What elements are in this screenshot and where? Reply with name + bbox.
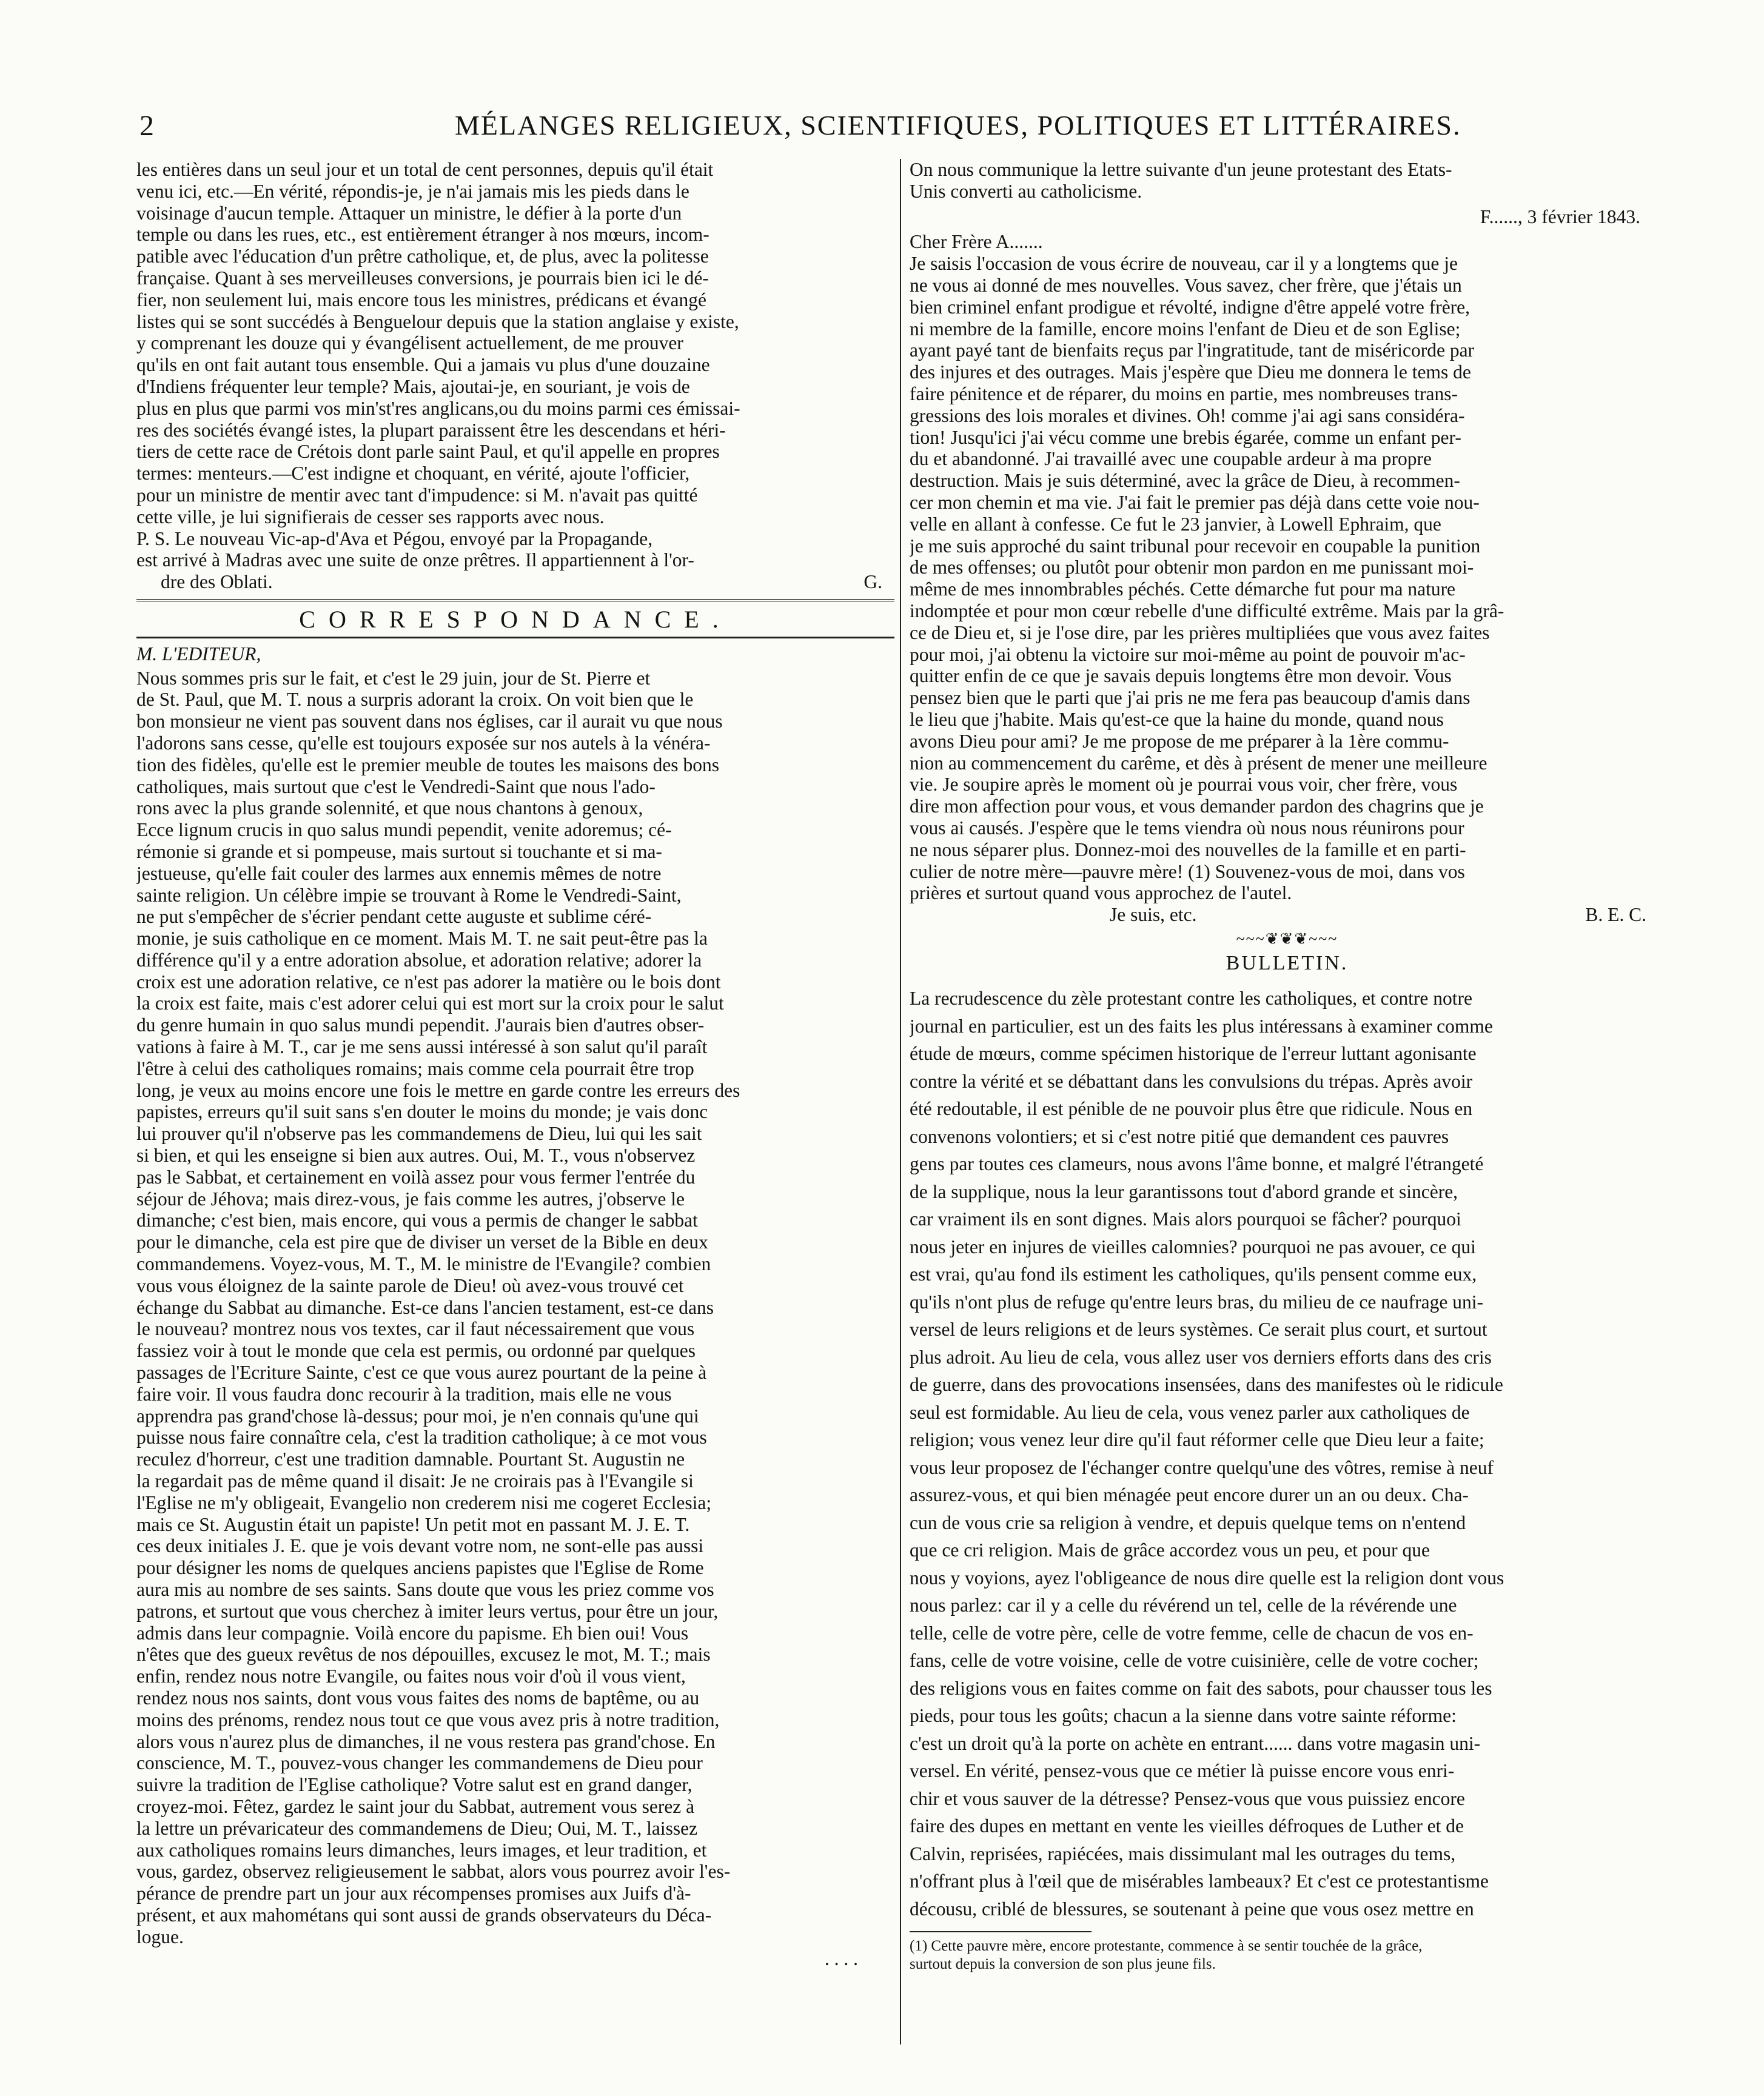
text-line: si bien, et qui les enseigne si bien aux autres. Oui, M. T., vous n'observez	[136, 1145, 696, 1167]
text-line: culier de notre mère—pauvre mère! (1) Souvenez-vous de moi, dans vos	[910, 860, 1465, 882]
text-line: étude de mœurs, comme spécimen historique de l'erreur luttant agonisante	[910, 1043, 1477, 1065]
text-line: qu'ils n'ont plus de refuge qu'entre leurs bras, du milieu de ce naufrage uni-	[910, 1291, 1483, 1313]
article-signature: G.	[864, 571, 882, 593]
text-line: séjour de Jéhova; mais direz-vous, je fais comme les autres, j'observe le	[136, 1188, 685, 1210]
text-line: cer mon chemin et ma vie. J'ai fait le premier pas déjà dans cette voie nou-	[910, 491, 1480, 513]
letter-closing: Je suis, etc.	[1110, 904, 1197, 926]
text-line: mais ce St. Augustin était un papiste! Un petit mot en passant M. J. E. T.	[136, 1513, 690, 1535]
text-line: rons avec la plus grande solennité, et que nous chantons à genoux,	[136, 797, 643, 819]
text-line: bien criminel enfant prodigue et révolté, indigne d'être appelé votre frère,	[910, 296, 1471, 318]
text-line: papistes, erreurs qu'il suit sans s'en douter le moins du monde; je vais donc	[136, 1101, 708, 1123]
text-line: d'Indiens fréquenter leur temple? Mais, ajoutai-je, en souriant, je vois de	[136, 375, 690, 397]
text-line: pensez bien que le parti que j'ai pris ne me fera pas beaucoup d'amis dans	[910, 687, 1471, 709]
letter-closing-line	[910, 904, 1665, 926]
text-line: de guerre, dans des provocations insensées, dans des manifestes où le ridicule	[910, 1374, 1503, 1396]
text-line: y comprenant les douze qui y évangélisent actuellement, de me prouver	[136, 332, 683, 354]
text-line: conscience, M. T., pouvez-vous changer les commandemens de Dieu pour	[136, 1752, 703, 1774]
left-column	[136, 159, 894, 2057]
text-line: le lieu que j'habite. Mais qu'est-ce que la haine du monde, quand nous	[910, 708, 1444, 730]
text-line: tiers de cette race de Crétois dont parle saint Paul, et qu'il appelle en propres	[136, 441, 720, 463]
text-line: nous parlez: car il y a celle du révérend un tel, celle de la révérende une	[910, 1595, 1457, 1616]
text-line: velle en allant à confesse. Ce fut le 23 janvier, à Lowell Ephraim, que	[910, 513, 1441, 535]
text-line: pérance de prendre part un jour aux récompenses promises aux Juifs d'à-	[136, 1883, 691, 1904]
text-line: contre la vérité et se débattant dans les convulsions du trépas. Après avoir	[910, 1070, 1473, 1092]
text-line: destruction. Mais je suis déterminé, avec la grâce de Dieu, à recommen-	[910, 470, 1460, 492]
text-line: croix est une adoration relative, ce n'est pas adorer la matière ou le bois dont	[136, 971, 721, 993]
text-line: alors vous n'aurez plus de dimanches, il ne vous restera pas grand'chose. En	[136, 1730, 716, 1752]
text-line: ces deux initiales J. E. que je vois devant votre nom, ne sont-elle pas aussi	[136, 1535, 704, 1557]
text-line: n'offrant plus à l'œil que de misérables lambeaux? Et c'est ce protestantisme	[910, 1870, 1489, 1892]
text-line: plus adroit. Au lieu de cela, vous allez user vos derniers efforts dans des cris	[910, 1346, 1492, 1368]
text-line: je me suis approché du saint tribunal pour recevoir en coupable la punition	[910, 535, 1481, 557]
text-line: plus en plus que parmi vos min'st'res anglicans,ou du moins parmi ces émissai-	[136, 397, 740, 419]
column-divider	[900, 159, 901, 2044]
text-line: ne vous ai donné de mes nouvelles. Vous savez, cher frère, que j'étais un	[910, 274, 1462, 296]
text-line: vations à faire à M. T., car je me sens aussi intéressé à son salut qu'il paraît	[136, 1036, 708, 1058]
bulletin-title: BULLETIN.	[1226, 951, 1349, 974]
text-line: de mes offenses; ou plutôt pour obtenir mon pardon en me punissant moi-	[910, 557, 1474, 578]
text-line: listes qui se sont succédés à Benguelour depuis que la station anglaise y existe,	[136, 310, 739, 332]
text-line: vie. Je soupire après le moment où je pourrai vous voir, cher frère, vous	[910, 774, 1458, 795]
text-line: l'être à celui des catholiques romains; mais comme cela pourrait être trop	[136, 1057, 694, 1079]
text-line: pour le dimanche, cela est pire que de diviser un verset de la Bible en deux	[136, 1231, 708, 1253]
page-header	[139, 109, 1643, 152]
text-line: même de mes innombrables péchés. Cette démarche fut pour ma nature	[910, 578, 1456, 600]
text-line: long, je veux au moins encore une fois le mettre en garde contre les erreurs des	[136, 1079, 740, 1101]
convert-letter	[910, 253, 1665, 904]
text-line: temple ou dans les rues, etc., est entièrement étranger à nos mœurs, incom-	[136, 224, 709, 246]
text-line: pour un ministre de mentir avec tant d'impudence: si M. n'avait pas quitté	[136, 484, 698, 506]
text-line: fassiez voir à tout le monde que cela est permis, ou ordonné par quelques	[136, 1340, 696, 1362]
text-line: différence qu'il y a entre adoration absolue, et adoration relative; adorer la	[136, 949, 702, 971]
article-end-line	[136, 571, 894, 593]
text-line: sainte religion. Un célèbre impie se trouvant à Rome le Vendredi-Saint,	[136, 884, 682, 906]
text-line: cette ville, je lui signifierais de cesser ses rapports avec nous.	[136, 506, 605, 527]
ornament-divider: ~~~❦❦❦~~~	[1236, 929, 1338, 948]
text-line: qu'ils en ont fait autant tous ensemble. Qui a jamais vu plus d'une douzaine	[136, 354, 710, 376]
text-line: pour moi, j'ai obtenu la victoire sur moi-même au point de pouvoir m'ac-	[910, 643, 1466, 665]
text-line: pas le Sabbat, et certainement en voilà assez pour vous fermer l'entrée du	[136, 1166, 696, 1188]
text-line: du genre humain in quo salus mundi pependit. J'aurais bien d'autres obser-	[136, 1014, 705, 1036]
text-line: catholiques, mais surtout que c'est le Vendredi-Saint que nous l'ado-	[136, 775, 656, 797]
text-line: n'êtes que des gueux revêtus de nos dépouilles, excusez le mot, M. T.; mais	[136, 1644, 711, 1666]
text-line: termes: menteurs.—C'est indigne et choquant, en vérité, ajoute l'officier,	[136, 463, 690, 484]
text-line: convenons volontiers; et si c'est notre pitié que demandent ces pauvres	[910, 1125, 1449, 1147]
text-line: apprendra pas grand'chose là-dessus; pour moi, je n'en connais qu'une qui	[136, 1405, 699, 1427]
text-line: ayant payé tant de bienfaits reçus par l'ingratitude, tant de miséricorde par	[910, 340, 1475, 361]
text-line: commandemens. Voyez-vous, M. T., M. le ministre de l'Evangile? combien	[136, 1253, 711, 1275]
text-line: admis dans leur compagnie. Voilà encore du papisme. Eh bien oui! Vous	[136, 1622, 689, 1644]
text-line: ne put s'empêcher de s'écrier pendant cette auguste et sublime céré-	[136, 906, 652, 928]
text-line: Nous sommes pris sur le fait, et c'est le 29 juin, jour de St. Pierre et	[136, 667, 651, 689]
text-line: échange du Sabbat au dimanche. Est-ce dans l'ancien testament, est-ce dans	[136, 1296, 714, 1318]
text-line: chir et vous sauver de la détresse? Pensez-vous que vous puissiez encore	[910, 1787, 1465, 1809]
text-line: pieds, pour tous les goûts; chacun a la sienne dans votre sainte réforme:	[910, 1705, 1457, 1727]
text-line: bon monsieur ne vient pas souvent dans nos églises, car il aurait vu que nous	[136, 711, 723, 732]
text-line: versel de leurs religions et de leurs systèmes. Ce serait plus court, et surtout	[910, 1319, 1487, 1341]
text-line: suivre la tradition de l'Eglise catholique? Votre salut est en grand danger,	[136, 1774, 693, 1796]
footnote-rule	[910, 1931, 1092, 1932]
text-line: P. S. Le nouveau Vic-ap-d'Ava et Pégou, envoyé par la Propagande,	[136, 527, 653, 549]
text-line: ne nous séparer plus. Donnez-moi des nouvelles de la famille et en parti-	[910, 839, 1466, 860]
text-line: assurez-vous, et qui bien ménagée peut encore durer un an ou deux. Cha-	[910, 1484, 1469, 1506]
text-line: des religions vous en faites comme on fait des sabots, pour chausser tous les	[910, 1677, 1492, 1699]
text-line: religion; vous venez leur dire qu'il faut réformer celle que Dieu leur a faite;	[910, 1429, 1484, 1451]
text-line: pour désigner les noms de quelques anciens papistes que l'Eglise de Rome	[136, 1557, 704, 1579]
text-line: été redoutable, il est pénible de ne pouvoir plus être que ridicule. Nous en	[910, 1098, 1473, 1120]
text-line: est arrivé à Madras avec une suite de onze prêtres. Il appartiennent à l'or-	[136, 549, 694, 571]
text-line: puisse nous faire connaître cela, c'est la tradition catholique; à ce mot vous	[136, 1427, 707, 1448]
correspondance-letter	[136, 668, 894, 1948]
letter-salutation: M. L'EDITEUR,	[136, 643, 261, 665]
text-line: gressions des lois morales et divines. Oh! comme j'ai agi sans considéra-	[910, 404, 1465, 426]
text-line: le nouveau? montrez nous vos textes, car il faut nécessairement que vous	[136, 1318, 695, 1340]
footnote	[910, 1937, 1665, 1974]
text-line: rendez nous nos saints, dont vous vous faites des noms de baptême, ou au	[136, 1687, 700, 1709]
text-line: Je saisis l'occasion de vous écrire de nouveau, car il y a longtems que je	[910, 253, 1458, 275]
text-line: patrons, et surtout que vous cherchez à imiter leurs vertus, pour être un jour,	[136, 1600, 719, 1622]
article-continuation	[136, 159, 894, 571]
text-line: présent, et aux mahométans qui sont aussi de grands observateurs du Déca-	[136, 1904, 712, 1926]
text-line: les entières dans un seul jour et un total de cent personnes, depuis qu'il était	[136, 159, 714, 180]
text-line: monie, je suis catholique en ce moment. Mais M. T. ne sait peut-être pas la	[136, 928, 708, 949]
text-line: indomptée et pour mon cœur rebelle d'une difficulté extrême. Mais par la grâ-	[910, 600, 1504, 621]
text-line: la regardait pas de même quand il disait: Je ne croirais pas à l'Evangile si	[136, 1470, 694, 1492]
text-line: ni membre de la famille, encore moins l'enfant de Dieu et de son Eglise;	[910, 318, 1461, 340]
text-line: enfin, rendez nous notre Evangile, ou faites nous voir d'où il vous vient,	[136, 1666, 686, 1687]
text-line: versel. En vérité, pensez-vous que ce métier là puisse encore vous enri-	[910, 1760, 1455, 1782]
letter-date: F......, 3 février 1843.	[1480, 206, 1640, 227]
text-line: seul est formidable. Au lieu de cela, vous venez parler aux catholiques de	[910, 1401, 1470, 1423]
text-line: est vrai, qu'au fond ils estiment les catholiques, qu'ils pensent comme eux,	[910, 1264, 1477, 1285]
text-line: gens par toutes ces clameurs, nous avons l'âme bonne, et malgré l'étrangeté	[910, 1153, 1484, 1175]
text-line: passages de l'Ecriture Sainte, c'est ce que vous aurez pourtant de la peine à	[136, 1362, 707, 1384]
text-line: française. Quant à ses merveilleuses conversions, je pourrais bien ici le dé-	[136, 267, 709, 289]
text-line: cun de vous crie sa religion à vendre, et depuis quelque tems on n'entend	[910, 1512, 1466, 1533]
closing-dots: . . . .	[824, 1947, 858, 1969]
text-line: de la supplique, nous la leur garantissons tout d'abord grande et sincère,	[910, 1180, 1458, 1202]
text-line: voisinage d'aucun temple. Attaquer un ministre, le défier à la porte d'un	[136, 202, 682, 224]
text-line: aura mis au nombre de ses saints. Sans doute que vous les priez comme vos	[136, 1579, 714, 1600]
text-line: de St. Paul, que M. T. nous a surpris adorant la croix. On voit bien que le	[136, 689, 694, 711]
footnote-line: surtout depuis la conversion de son plus jeune fils.	[910, 1956, 1216, 1973]
text-line: faire voir. Il vous faudra donc recourir à la tradition, mais elle ne vous	[136, 1383, 672, 1405]
text-line: res des sociétés évangé istes, la plupart paraissent être les descendans et héri-	[136, 419, 726, 441]
text-line: moins des prénoms, rendez nous tout ce que vous avez pris à notre tradition,	[136, 1709, 720, 1730]
text-line: croyez-moi. Fêtez, gardez le saint jour du Sabbat, autrement vous serez à	[136, 1795, 695, 1817]
text-line: nous jeter en injures de vieilles calomnies? pourquoi ne pas avouer, ce qui	[910, 1236, 1476, 1257]
text-line: l'Eglise ne m'y obligeait, Evangelio non crederem nisi me cogeret Ecclesia;	[136, 1492, 712, 1513]
text-line: fans, celle de votre voisine, celle de votre cuisinière, celle de votre cocher;	[910, 1650, 1479, 1672]
section-title-correspondance: CORRESPONDANCE.	[136, 599, 894, 638]
letter-intro	[910, 159, 1665, 203]
text-line: journal en particulier, est un des faits les plus intéressans à examiner comme	[910, 1015, 1493, 1037]
text-line: aux catholiques romains leurs dimanches, leurs images, et leur tradition, et	[136, 1839, 707, 1861]
text-line: Ecce lignum crucis in quo salus mundi pependit, venite adoremus; cé-	[136, 819, 672, 841]
text-line: des injures et des outrages. Mais j'espère que Dieu me donnera le tems de	[910, 361, 1471, 383]
text-line: nous y voyions, ayez l'obligeance de nous dire quelle est la religion dont vous	[910, 1567, 1504, 1589]
text-line: logue.	[136, 1926, 184, 1947]
text-line: jestueuse, qu'elle fait couler des larmes aux ennemis mêmes de notre	[136, 862, 662, 884]
text-line: Calvin, reprisées, rapiécées, mais dissimulant mal les outrages du tems,	[910, 1843, 1456, 1864]
text-line: car vraiment ils en sont dignes. Mais alors pourquoi se fâcher? pourquoi	[910, 1208, 1461, 1230]
letter-signature: B. E. C.	[1585, 904, 1646, 926]
text-line: vous leur proposez de l'échanger contre quelqu'une des vôtres, remise à neuf	[910, 1456, 1494, 1478]
page-number: 2	[139, 110, 154, 142]
letter-greeting: Cher Frère A.......	[910, 231, 1043, 253]
text-line: tion des fidèles, qu'elle est le premier meuble de toutes les maisons des bons	[136, 754, 719, 775]
footnote-line: (1) Cette pauvre mère, encore protestante, commence à se sentir touchée de la grâce,	[910, 1938, 1423, 1955]
text-line: vous vous éloignez de la sainte parole de Dieu! où avez-vous trouvé cet	[136, 1274, 684, 1296]
text-line: fier, non seulement lui, mais encore tous les ministres, prédicans et évangé	[136, 289, 706, 310]
text-line: dimanche; c'est bien, mais encore, qui vous a permis de changer le sabbat	[136, 1210, 698, 1231]
text-line: la lettre un prévaricateur des commandemens de Dieu; Oui, M. T., laissez	[136, 1817, 698, 1839]
text-line: nion au commencement du carême, et dès à présent de mener une meilleure	[910, 752, 1487, 774]
bulletin-text	[910, 985, 1665, 1923]
text-line: l'adorons sans cesse, qu'elle est toujours exposée sur nos autels à la vénéra-	[136, 732, 711, 754]
text-line: reculez d'horreur, c'est une tradition damnable. Pourtant St. Augustin ne	[136, 1448, 685, 1470]
text-line: Unis converti au catholicisme.	[910, 180, 1142, 202]
text-line: vous ai causés. J'espère que le tems viendra où nous nous réunirons pour	[910, 817, 1464, 839]
text-line: tion! Jusqu'ici j'ai vécu comme une brebis égarée, comme un enfant per-	[910, 426, 1461, 448]
text-line: On nous communique la lettre suivante d'un jeune protestant des Etats-	[910, 159, 1452, 180]
text-line: avons Dieu pour ami? Je me propose de me préparer à la 1ère commu-	[910, 730, 1449, 752]
text-line: rémonie si grande et si pompeuse, mais surtout si touchante et si ma-	[136, 840, 662, 862]
text-line: quitter enfin de ce que je savais depuis longtems être mon devoir. Vous	[910, 665, 1452, 687]
text-line: décousu, criblé de blessures, se soutenant à peine que vous osez mettre en	[910, 1898, 1474, 1920]
text-line: faire des dupes en mettant en vente les vieilles défroques de Luther et de	[910, 1815, 1464, 1837]
text-line: vous, gardez, observez religieusement le sabbat, alors vous pourrez avoir l'es-	[136, 1861, 731, 1883]
text-line: prières et surtout quand vous approchez de l'autel.	[910, 882, 1292, 904]
text-line: telle, celle de votre père, celle de votre femme, celle de chacun de vos en-	[910, 1622, 1474, 1644]
text-line: du et abandonné. J'ai travaillé avec une coupable ardeur à ma propre	[910, 448, 1432, 470]
text-line: venu ici, etc.—En vérité, répondis-je, je n'ai jamais mis les pieds dans le	[136, 180, 689, 202]
text-line: dire mon affection pour vous, et vous demander pardon des chagrins que je	[910, 795, 1484, 817]
text-line: patible avec l'éducation d'un prêtre catholique, et, de plus, avec la politesse	[136, 246, 709, 267]
running-title: MÉLANGES RELIGIEUX, SCIENTIFIQUES, POLITIQUES ET LITTÉRAIRES.	[455, 110, 1461, 141]
right-column	[910, 159, 1665, 2057]
text-line: ce de Dieu et, si je l'ose dire, par les prières multipliées que vous avez faites	[910, 621, 1490, 643]
article-last-line: dre des Oblati.	[161, 571, 273, 593]
text-line: que ce cri religion. Mais de grâce accordez vous un peu, et pour que	[910, 1539, 1430, 1561]
text-line: la croix est faite, mais c'est adorer celui qui est mort sur la croix pour le salut	[136, 993, 724, 1014]
text-line: faire pénitence et de réparer, du moins en partie, mes nombreuses trans-	[910, 383, 1458, 404]
text-line: lui prouver qu'il n'observe pas les commandemens de Dieu, lui qui les sait	[136, 1123, 702, 1145]
text-line: c'est un droit qu'à la porte on achète en entrant...... dans votre magasin uni-	[910, 1732, 1481, 1754]
text-line: La recrudescence du zèle protestant contre les catholiques, et contre notre	[910, 988, 1472, 1009]
